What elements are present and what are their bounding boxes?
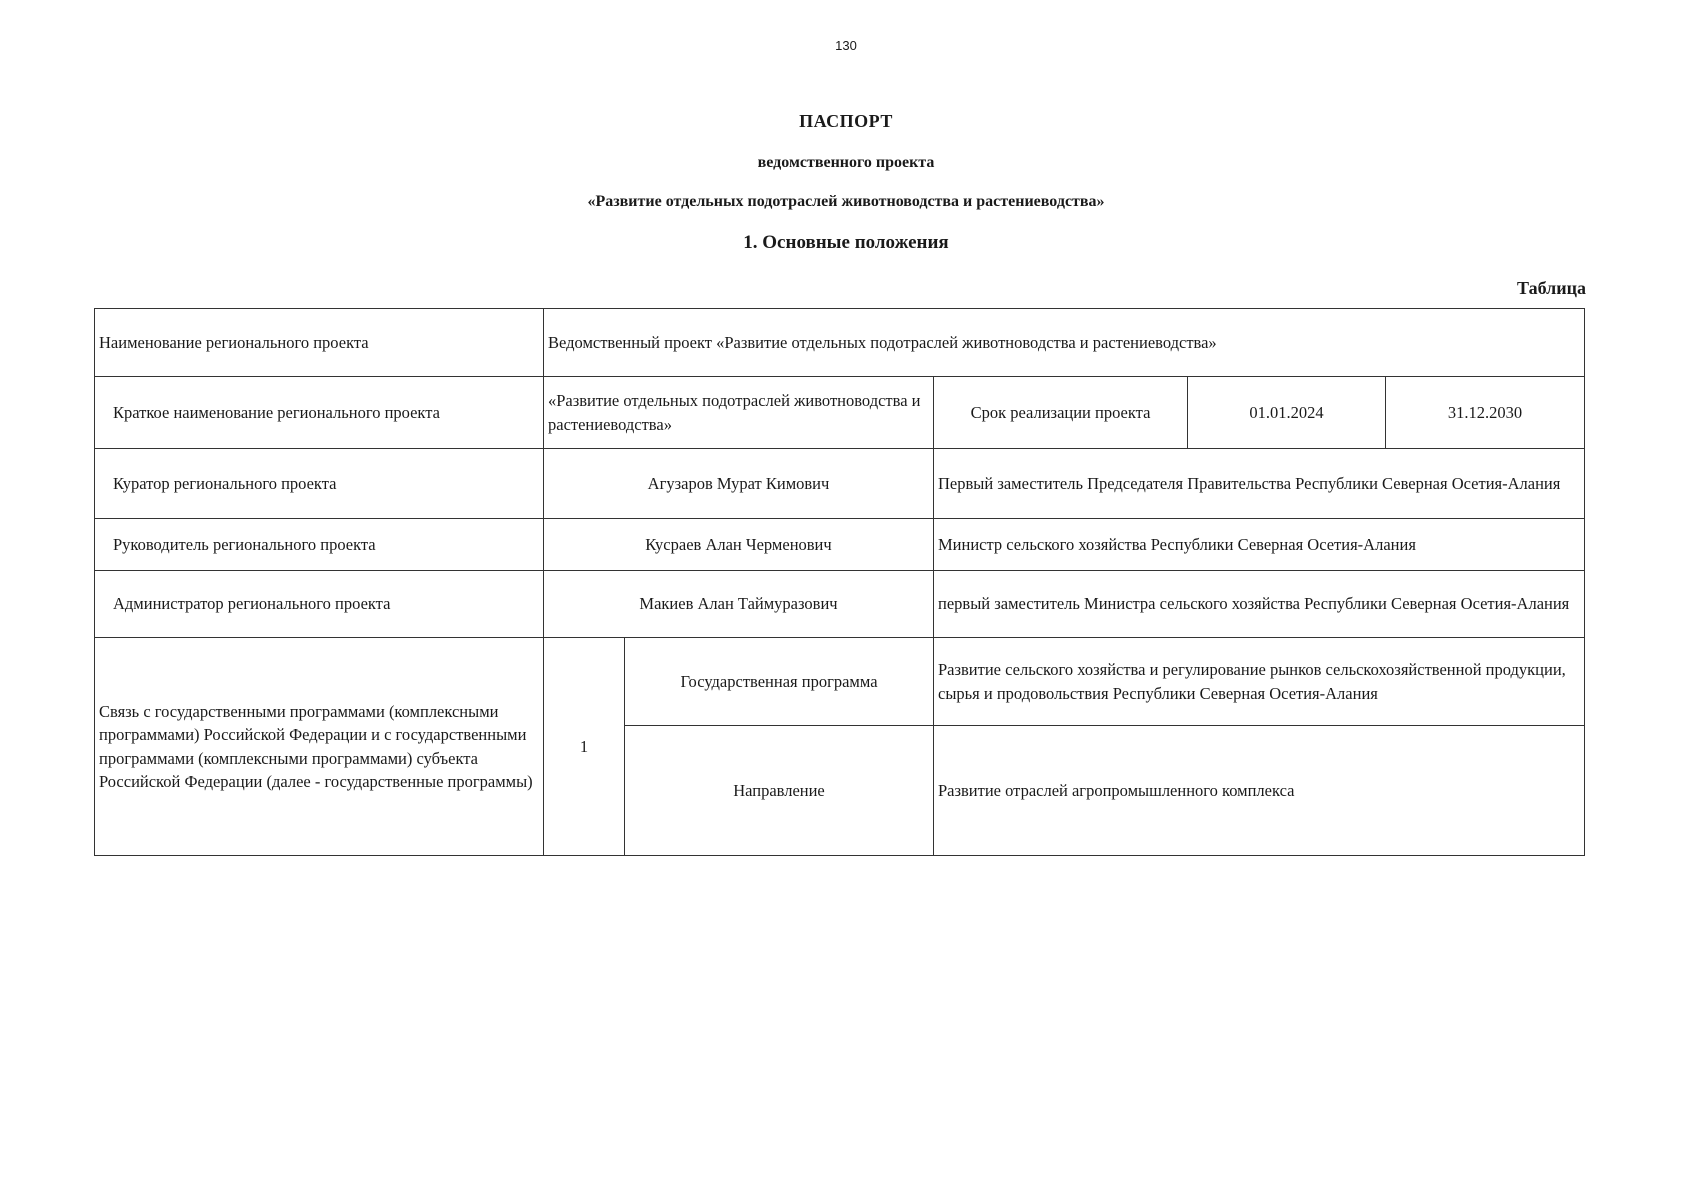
head-label: Руководитель регионального проекта — [95, 519, 544, 571]
state-program-label: Государственная программа — [625, 638, 934, 726]
page-number: 130 — [835, 38, 857, 53]
administrator-label: Администратор регионального проекта — [95, 571, 544, 638]
document-subtitle: ведомственного проекта — [757, 154, 935, 171]
section-heading: 1. Основные положения — [743, 232, 949, 253]
project-name-heading: «Развитие отдельных подотраслей животноводства и растениеводства» — [587, 193, 1105, 210]
administrator-name: Макиев Алан Таймуразович — [544, 571, 934, 638]
table-row-head — [95, 519, 1585, 571]
table-row-state-program — [95, 638, 1585, 726]
head-position: Министр сельского хозяйства Республики Северная Осетия-Алания — [934, 519, 1585, 571]
short-name-label: Краткое наименование регионального проекта — [95, 377, 544, 449]
curator-label: Куратор регионального проекта — [95, 449, 544, 519]
end-date: 31.12.2030 — [1386, 377, 1585, 449]
table-row-administrator — [95, 571, 1585, 638]
document-title: ПАСПОРТ — [799, 111, 893, 131]
implementation-period-label: Срок реализации проекта — [934, 377, 1188, 449]
curator-name: Агузаров Мурат Кимович — [544, 449, 934, 519]
table-row-curator — [95, 449, 1585, 519]
state-program-value: Развитие сельского хозяйства и регулирование рынков сельскохозяйственной продукции, сырья и продовольствия Республики Северная Осетия-Алания — [934, 638, 1585, 726]
table-row-short-name — [95, 377, 1585, 449]
project-name-label: Наименование регионального проекта — [95, 309, 544, 377]
start-date: 01.01.2024 — [1188, 377, 1386, 449]
administrator-position: первый заместитель Министра сельского хозяйства Республики Северная Осетия-Алания — [934, 571, 1585, 638]
program-number: 1 — [544, 638, 625, 856]
passport-table — [94, 308, 1585, 856]
curator-position: Первый заместитель Председателя Правительства Республики Северная Осетия-Алания — [934, 449, 1585, 519]
state-programs-link-label: Связь с государственными программами (комплексными программами) Российской Федерации и с государственными программами (комплексными программами) субъекта Российской Федерации (далее - государственные программы) — [95, 638, 544, 856]
short-name-value: «Развитие отдельных подотраслей животноводства и растениеводства» — [544, 377, 934, 449]
direction-value: Развитие отраслей агропромышленного комплекса — [934, 726, 1585, 856]
table-row-project-name — [95, 309, 1585, 377]
head-name: Кусраев Алан Черменович — [544, 519, 934, 571]
direction-label: Направление — [625, 726, 934, 856]
project-name-value: Ведомственный проект «Развитие отдельных подотраслей животноводства и растениеводства» — [544, 309, 1585, 377]
table-caption: Таблица — [1517, 278, 1586, 298]
